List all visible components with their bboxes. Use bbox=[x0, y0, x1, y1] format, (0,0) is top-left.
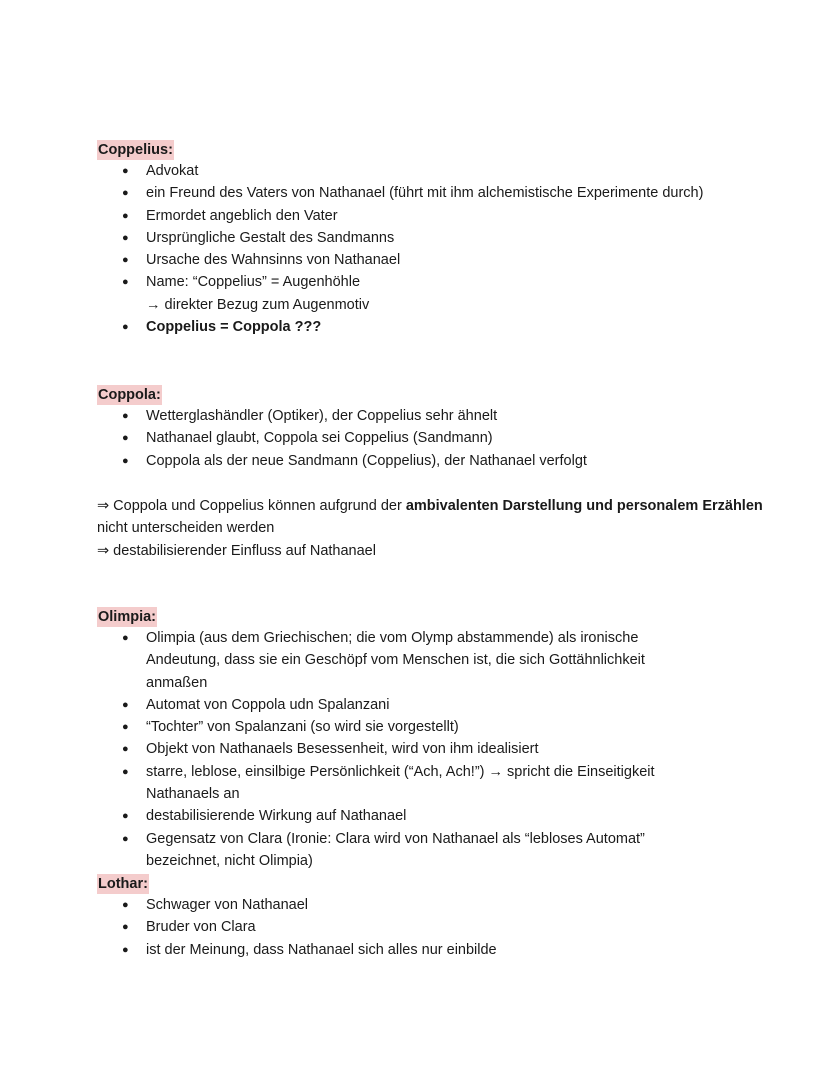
bullet-icon: ● bbox=[122, 921, 129, 934]
bullet-icon: ● bbox=[122, 321, 129, 334]
list-item: ● starre, leblose, einsilbige Persönlichkeit (“Ach, Ach!”) → spricht die Einseitigkeit Nathanaels an bbox=[97, 761, 797, 806]
bullet-icon: ● bbox=[122, 432, 129, 445]
list-item: ● Objekt von Nathanaels Besessenheit, wird von ihm idealisiert bbox=[97, 738, 797, 760]
bullet-icon: ● bbox=[122, 276, 129, 289]
bullet-icon: ● bbox=[122, 899, 129, 911]
section-lothar bbox=[97, 874, 797, 961]
section-title-lothar: Lothar: bbox=[98, 876, 148, 892]
bullet-icon: ● bbox=[122, 721, 129, 734]
bullet-icon: ● bbox=[122, 765, 129, 778]
list-item: ● Coppelius = Coppola ??? bbox=[97, 316, 797, 338]
section-olimpia bbox=[97, 607, 797, 872]
sub-line: → direkter Bezug zum Augenmotiv bbox=[146, 296, 370, 313]
bullet-icon: ● bbox=[122, 832, 129, 845]
list-item: ● Schwager von Nathanael bbox=[97, 894, 797, 916]
bullet-icon: ● bbox=[122, 165, 129, 177]
bullet-icon: ● bbox=[122, 698, 129, 711]
bullet-icon: ● bbox=[122, 410, 129, 422]
bullet-icon: ● bbox=[122, 743, 129, 756]
bullet-icon: ● bbox=[122, 187, 129, 200]
section-title-olimpia: Olimpia: bbox=[98, 609, 157, 625]
list-item: ● Ermordet angeblich den Vater bbox=[97, 205, 797, 227]
list-item: ● ist der Meinung, dass Nathanael sich alles nur einbilde bbox=[97, 939, 797, 961]
list-item: ● Advokat bbox=[97, 160, 797, 182]
bullet-icon: ● bbox=[122, 254, 129, 267]
bullet-icon: ● bbox=[122, 943, 129, 956]
list-item: ● Olimpia (aus dem Griechischen; die vom Olymp abstammende) als ironische Andeutung, dass sie ein Geschöpf vom Menschen ist, die sich Gottähnlichkeit anmaßen bbox=[97, 627, 797, 694]
section-coppola bbox=[97, 385, 797, 472]
list-item: ● Name: “Coppelius” = Augenhöhle → direkter Bezug zum Augenmotiv bbox=[97, 271, 797, 316]
bullet-icon: ● bbox=[122, 231, 129, 244]
section-title-coppola: Coppola: bbox=[98, 387, 161, 403]
list-item: ● Ursprüngliche Gestalt des Sandmanns bbox=[97, 227, 797, 249]
list-item: ● Automat von Coppola udn Spalanzani bbox=[97, 694, 797, 716]
bullet-icon: ● bbox=[122, 810, 129, 823]
bullet-list-olimpia bbox=[97, 627, 797, 872]
list-item: ● Nathanael glaubt, Coppola sei Coppelius (Sandmann) bbox=[97, 427, 797, 449]
list-item: ● Wetterglashändler (Optiker), der Coppelius sehr ähnelt bbox=[97, 405, 797, 427]
list-item: ● Bruder von Clara bbox=[97, 916, 797, 938]
list-item: ● Coppola als der neue Sandmann (Coppelius), der Nathanael verfolgt bbox=[97, 450, 797, 472]
bullet-list-lothar bbox=[97, 894, 797, 961]
bullet-icon: ● bbox=[122, 209, 129, 222]
list-item: ● destabilisierende Wirkung auf Nathanael bbox=[97, 805, 797, 827]
list-item: ● ein Freund des Vaters von Nathanael (führt mit ihm alchemistische Experimente durch) bbox=[97, 182, 797, 204]
list-item: ● “Tochter” von Spalanzani (so wird sie vorgestellt) bbox=[97, 716, 797, 738]
section-title-coppelius: Coppelius: bbox=[98, 142, 173, 158]
bullet-icon: ● bbox=[122, 454, 129, 467]
bullet-list-coppelius bbox=[97, 160, 797, 338]
bullet-list-coppola bbox=[97, 405, 797, 472]
list-item: ● Gegensatz von Clara (Ironie: Clara wird von Nathanael als “lebloses Automat” bezeichnet, nicht Olimpia) bbox=[97, 828, 797, 873]
summary-paragraph: ⇒ Coppola und Coppelius können aufgrund der ambivalenten Darstellung und personalem Erzählen nicht unterscheiden werden bbox=[97, 498, 763, 537]
bullet-icon: ● bbox=[122, 632, 129, 644]
section-coppelius bbox=[97, 140, 797, 338]
section-summary bbox=[97, 495, 797, 562]
list-item: ● Ursache des Wahnsinns von Nathanael bbox=[97, 249, 797, 271]
summary-line: ⇒ destabilisierender Einfluss auf Nathanael bbox=[97, 542, 376, 559]
